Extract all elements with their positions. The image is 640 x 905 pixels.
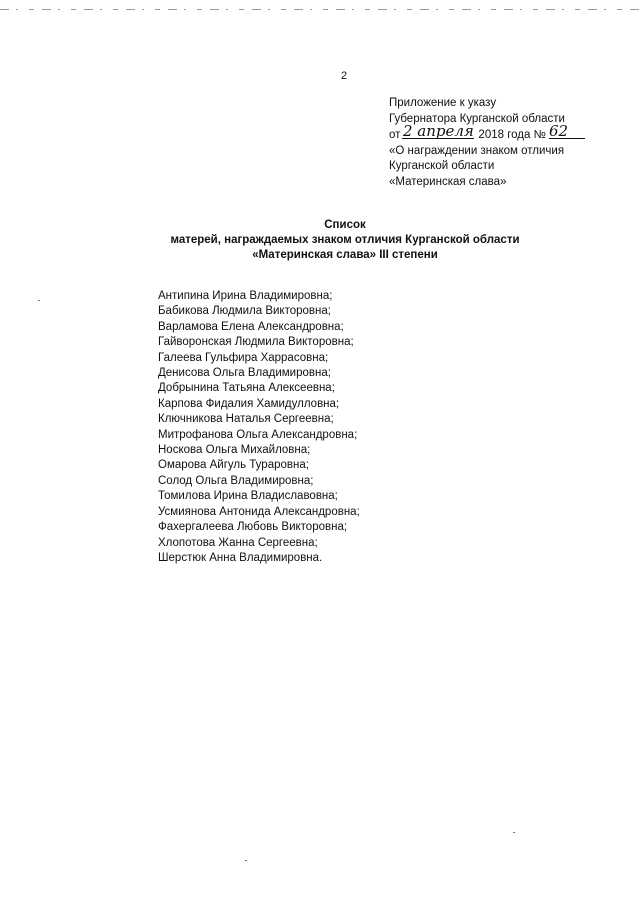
name-item: Солод Ольга Владимировна; [158,474,314,487]
scan-artifact-line [0,8,640,11]
name-item: Добрынина Татьяна Алексеевна; [158,382,335,395]
title-line-2: матерей, награждаемых знаком отличия Курганской области [170,234,520,246]
date-suffix: 2018 года № [478,129,546,141]
name-item: Омарова Айгуль Тураровна; [158,459,309,472]
date-prefix: от [389,129,401,141]
scan-speck [513,832,515,833]
name-item: Варламова Елена Александровна; [158,320,344,333]
appendix-line-1: Приложение к указу [389,97,497,109]
appendix-line-6: «Материнская слава» [389,175,507,188]
name-item: Усмиянова Антонида Александровна; [158,505,360,518]
appendix-line-5: Курганской области [389,160,495,172]
document-title [90,218,600,263]
name-item: Носкова Ольга Михайловна; [158,444,311,457]
name-item: Томилова Ирина Владиславовна; [158,490,338,503]
name-item: Хлопотова Жанна Сергеевна; [158,536,318,549]
scan-speck [38,300,40,301]
name-item: Ключникова Наталья Сергеевна; [158,413,334,426]
appendix-line-2: Губернатора Курганской области [389,112,565,125]
handwritten-number: 62 [549,125,585,139]
name-item: Митрофанова Ольга Александровна; [158,428,358,441]
page-number: 2 [341,70,348,82]
names-list [158,289,360,566]
appendix-line-4: «О награждении знаком отличия [389,144,565,157]
appendix-block [389,96,629,190]
name-item: Гайворонская Людмила Викторовна; [158,336,354,349]
handwritten-date: 2 апреля [402,122,474,140]
name-item: Карпова Фидалия Хамидулловна; [158,397,340,410]
name-item: Бабикова Людмила Викторовна; [158,305,331,318]
name-item: Денисова Ольга Владимировна; [158,367,331,380]
name-item: Шерстюк Анна Владимировна. [158,551,323,564]
name-item: Антипина Ирина Владимировна; [158,290,333,302]
appendix-date-line [389,122,629,144]
scan-speck [245,860,247,861]
name-item: Фахергалеева Любовь Викторовна; [158,521,348,534]
title-line-1: Список [324,219,366,231]
title-line-3: «Материнская слава» III степени [252,249,438,261]
name-item: Галеева Гульфира Харрасовна; [158,351,329,364]
